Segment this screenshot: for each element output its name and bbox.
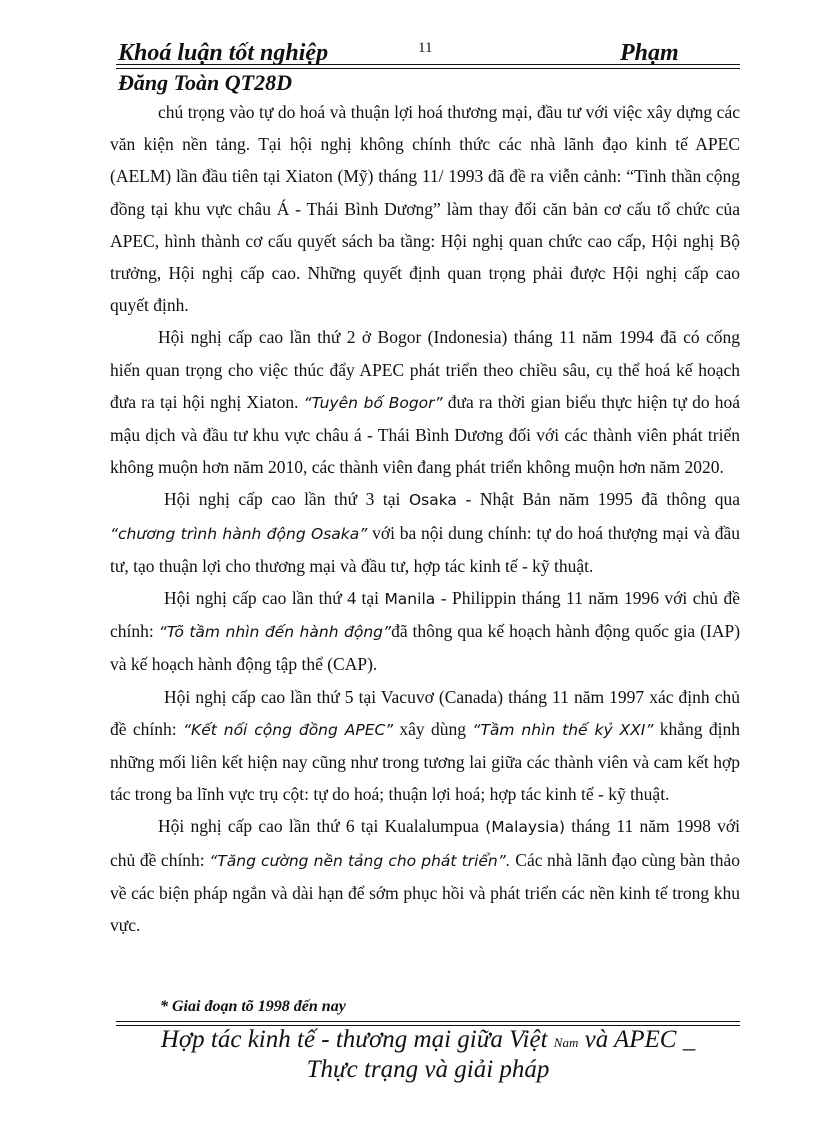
paragraph-6-quote: “Tăng cường nền tảng cho phát triển”. [209, 851, 511, 870]
footer-title-line-1 [0, 1026, 816, 1054]
paragraph-4 [110, 582, 740, 681]
paragraph-3-text-c: với ba nội dung chính: tự do hoá thượng mại và đầu tư, tạo thuận lợi cho thương mại và đầu tư, hợp tác kinh tế - kỹ thuật. [110, 522, 741, 576]
paragraph-2 [110, 321, 740, 483]
paragraph-6-text-c: Các nhà lãnh đạo cùng bàn thảo về các biện pháp ngắn và dài hạn để sớm phục hồi và phát triển các nền kinh tế trong khu vực. [110, 849, 740, 936]
paragraph-2-quote: “Tuyên bố Bogor” [303, 393, 443, 412]
header-author-rest: Đăng Toàn QT28D [118, 70, 292, 95]
paragraph-6-country: (Malaysia) [485, 818, 566, 837]
paragraph-2-text-b: đưa ra thời gian biểu thực hiện tự do hoá mậu dịch và đầu tư khu vực châu á - Thái Bình Dương đối với các thành viên phát triển không muộn hơn năm 2010, các thành viên đang phát triển không muộn hơn năm 2020. [110, 391, 741, 478]
paragraph-5-quote-2: “Tầm nhìn thế kỷ XXI” [472, 720, 654, 739]
paragraph-1-text: chú trọng vào tự do hoá và thuận lợi hoá thương mại, đầu tư với việc xây dựng các văn kiện nền tảng. Tại hội nghị không chính thức các nhà lãnh đạo kinh tế APEC (AELM) lần đầu tiên tại Xiaton (Mỹ) tháng 11/ 1993 đã đề ra viễn cảnh: “Tinh thần cộng đồng tại khu vực châu Á - Thái Bình Dương” làm thay đổi căn bản cơ cấu tổ chức của APEC, hình thành cơ cấu quyết sách ba tầng: Hội nghị quan chức cao cấp, Hội nghị Bộ trưởng, Hội nghị cấp cao. Những quyết định quan trọng phải được Hội nghị cấp cao quyết định. [110, 102, 740, 316]
paragraph-4-quote: “Tõ tầm nhìn đến hành động” [158, 623, 392, 642]
footer-title-line-2: Thực trạng và giải pháp [306, 1056, 550, 1083]
paragraph-3-text-a: Hội nghị cấp cao lần thứ 3 tại [164, 489, 401, 510]
footer-rule [116, 1021, 740, 1022]
paragraph-5-text-c: khẳng định những mối liên kết hiện nay cũng như trong tương lai giữa các thành viên và cam kết hợp tác trong ba lĩnh vực trụ cột: tự do hoá; thuận lợi hoá; hợp tác kinh tế - kỹ thuật. [110, 718, 741, 805]
paragraph-5-text-b: xây dùng [399, 718, 467, 739]
section-heading: * Giai đoạn tõ 1998 đến nay [160, 998, 346, 1015]
paragraph-2-text-a: Hội nghị cấp cao lần thứ 2 ở Bogor (Indonesia) tháng 11 năm 1994 đã có cống hiến quan trọng cho việc thúc đẩy APEC phát triển theo chiều sâu, cụ thể hoá kế hoạch đưa ra tại hội nghị Xiaton. [110, 327, 740, 412]
footer-title-text-b: và APEC _ [584, 1026, 696, 1053]
page-number: 11 [418, 40, 433, 56]
body-text [110, 96, 740, 941]
paragraph-3 [110, 483, 740, 582]
paragraph-5 [110, 681, 740, 811]
header-title: Khoá luận tốt nghiệp [118, 40, 329, 66]
header-author-first: Phạm [620, 40, 679, 66]
paragraph-4-text-c: đã thông qua kế hoạch hành động quốc gia (IAP) và kế hoạch hành động tập thể (CAP). [110, 621, 741, 675]
paragraph-6-text-b: tháng 11 năm 1998 với chủ đề chính: [110, 816, 740, 870]
paragraph-1 [110, 96, 740, 321]
header-rule [116, 64, 740, 65]
paragraph-6 [110, 810, 740, 941]
header-rule-double [116, 68, 740, 69]
paragraph-3-city: Osaka [408, 491, 457, 510]
footer-title-text-a: Hợp tác kinh tế - thương mại giữa Việt [160, 1026, 548, 1053]
paragraph-4-text-b: - Philippin tháng 11 năm 1996 với chủ đề chính: [110, 588, 741, 642]
paragraph-3-quote: “chương trình hành động Osaka” [110, 524, 368, 543]
paragraph-4-city: Manila [384, 590, 436, 609]
paragraph-5-quote-1: “Kết nối cộng đồng APEC” [183, 720, 394, 739]
paragraph-3-text-b: - Nhật Bản năm 1995 đã thông qua [465, 489, 741, 510]
paragraph-6-text-a: Hội nghị cấp cao lần thứ 6 tại Kualalumpua [158, 816, 479, 837]
footer-title-small: Nam [553, 1035, 579, 1050]
paragraph-5-text-a: Hội nghị cấp cao lần thứ 5 tại Vacuvơ (Canada) tháng 11 năm 1997 xác định chủ đề chính: [110, 686, 740, 739]
paragraph-4-text-a: Hội nghị cấp cao lần thứ 4 tại [164, 588, 379, 609]
